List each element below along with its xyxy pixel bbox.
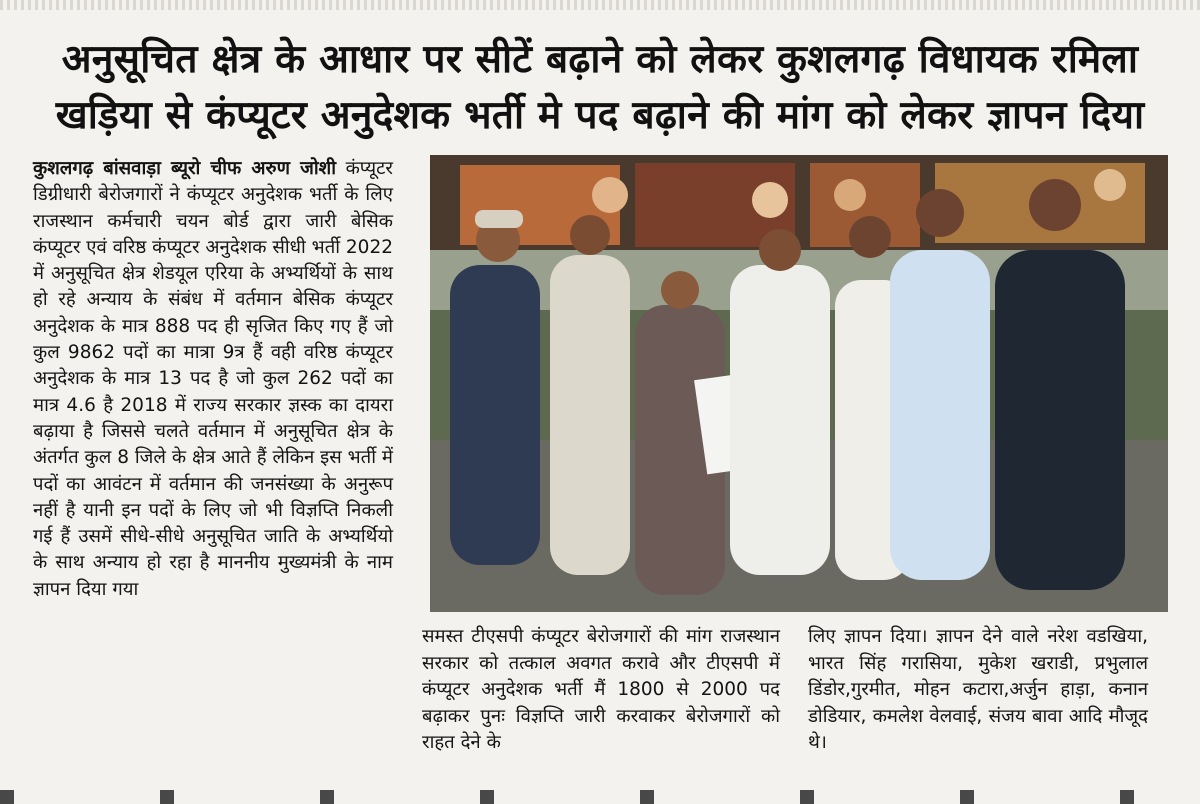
byline: कुशलगढ़ बांसवाड़ा ब्यूरो चीफ अरुण जोशी [33,158,337,179]
next-article-strip [0,790,1200,804]
article-column-right: लिए ज्ञापन दिया। ज्ञापन देने वाले नरेश वडखिया, भारत सिंह गरासिया, मुकेश खराडी, प्रभुलाल डिंडोर,गुरमीत, मोहन कटारा,अर्जुन हाड़ा, कनान डोडियार, कमलेश वेलवाई, संजय बावा आदि मौजूद थे। [808,626,1148,753]
article-text-left: कंप्यूटर डिग्रीधारी बेरोजगारों ने कंप्यूटर अनुदेशक भर्ती के लिए राजस्थान कर्मचारी चयन बोर्ड द्वारा जारी बेसिक कंप्यूटर एवं वरिष्ठ कंप्यूटर अनुदेशक सीधी भर्ती 2022 में अनुसूचित क्षेत्र शेडयूल एरिया के अभ्यर्थियों के साथ हो रहे अन्याय के संबंध में वर्तमान बेसिक कंप्यूटर अनुदेशक के मात्र 888 पद ही सृजित किए गए हैं जो कुल 9862 पदों का मात्रा 9त्र हैं वही वरिष्ठ कंप्यूटर अनुदेशक के मात्र 13 पद है जो कुल 262 पदों का मात्र 4.6 है 2018 में राज्य सरकार ज्ञस्क का दायरा बढ़ाया है जिससे चलते वर्तमान में अनुसूचित क्षेत्र के अंतर्गत कुल 8 जिले के क्षेत्र आते हैं लेकिन इस भर्ती में पदों का आवंटन में वर्तमान की जनसंख्या के अनुरूप नहीं है यानी इन पदों के लिए जो भी विज्ञप्ति निकली गई हैं उसमें सीधे-सीधे अनुसूचित जाति के अभ्यर्थियो के साथ अन्याय हो रहा है माननीय मुख्यमंत्री के नाम ज्ञापन दिया गया [33,158,394,600]
headline-line-2: खड़िया से कंप्यूटर अनुदेशक भर्ती मे पद बढ़ाने की मांग को लेकर ज्ञापन दिया [55,93,1145,138]
article-column-left [33,156,393,603]
news-photo [430,155,1168,612]
group-photo-illustration [430,155,1168,612]
previous-article-strip [0,0,1200,10]
headline [20,32,1180,144]
article-column-middle: समस्त टीएसपी कंप्यूटर बेरोजगारों की मांग राजस्थान सरकार को तत्काल अवगत करावे और टीएसपी में कंप्यूटर अनुदेशक भर्ती मैं 1800 से 2000 पद बढ़ाकर पुनः विज्ञप्ति जारी करवाकर बेरोजगारों को राहत देने के [422,626,780,753]
headline-line-1: अनुसूचित क्षेत्र के आधार पर सीटें बढ़ाने को लेकर कुशलगढ़ विधायक रमिला [61,37,1139,82]
